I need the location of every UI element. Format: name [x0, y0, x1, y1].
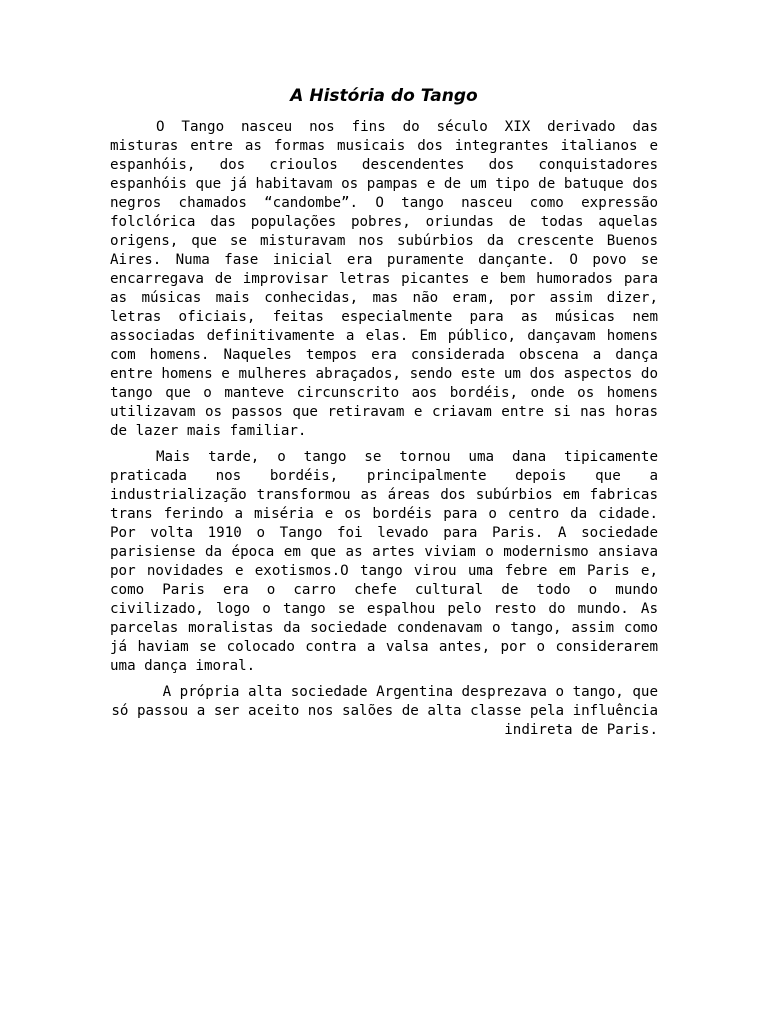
document-title: A História do Tango — [290, 86, 478, 106]
document-body — [110, 118, 658, 747]
paragraph-2: Mais tarde, o tango se tornou uma dana tipicamente praticada nos bordéis, principalmente depois que a industrialização transformou as áreas dos subúrbios em fabricas trans ferindo a miséria e os bordéis para o centro da cidade. Por volta 1910 o Tango foi levado para Paris. A sociedade parisiense da época em que as artes viviam o modernismo ansiava por novidades e exotismos.O tango virou uma febre em Paris e, como Paris era o carro chefe cultural de todo o mundo civilizado, logo o tango se espalhou pelo resto do mundo. As parcelas moralistas da sociedade condenavam o tango, assim como já haviam se colocado contra a valsa antes, por o considerarem uma dança imoral. — [110, 449, 658, 674]
paragraph-1: O Tango nasceu nos fins do século XIX derivado das misturas entre as formas musicais dos integrantes italianos e espanhóis, dos crioulos descendentes dos conquistadores espanhóis que já habitavam os pampas e de um tipo de batuque dos negros chamados “candombe”. O tango nasceu como expressão folclórica das populações pobres, oriundas de todas aquelas origens, que se misturavam nos subúrbios da crescente Buenos Aires. Numa fase inicial era puramente dançante. O povo se encarregava de improvisar letras picantes e bem humorados para as músicas mais conhecidas, mas não eram, por assim dizer, letras oficiais, feitas especialmente para as músicas nem associadas definitivamente a elas. Em público, dançavam homens com homens. Naqueles tempos era considerada obscena a dança entre homens e mulheres abraçados, sendo este um dos aspectos do tango que o manteve circunscrito aos bordéis, onde os homens utilizavam os passos que retiravam e criavam entre si nas horas de lazer mais familiar. — [110, 119, 658, 439]
paragraph-3: A própria alta sociedade Argentina desprezava o tango, que só passou a ser aceito nos salões de alta classe pela influência indireta de Paris. — [111, 684, 658, 738]
